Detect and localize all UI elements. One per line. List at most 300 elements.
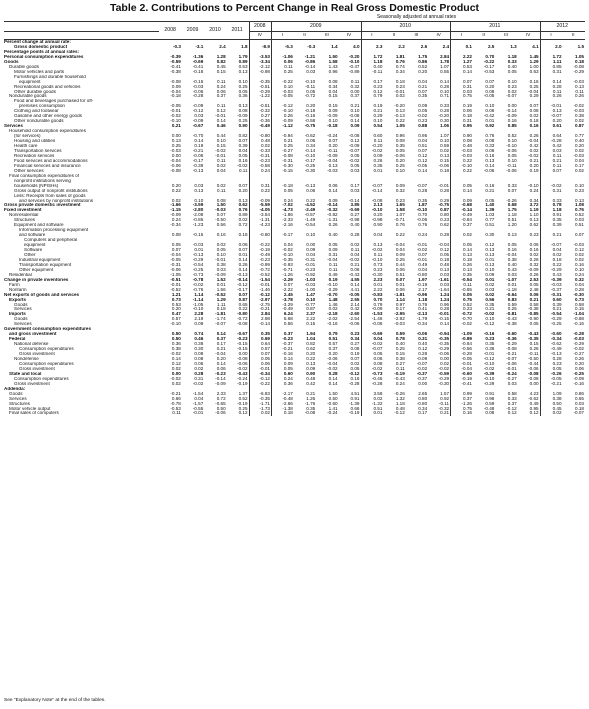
- header-row-seasonal: [4, 14, 585, 22]
- value-cell: -0.03: [573, 243, 584, 248]
- value-cell: -1.39: [349, 401, 360, 406]
- value-cell: 0.46: [194, 337, 204, 342]
- value-cell: -1.22: [249, 94, 271, 99]
- value-cell: -0.07: [540, 114, 562, 119]
- value-cell: -0.60: [506, 332, 517, 337]
- value-cell: -0.12: [192, 109, 204, 114]
- value-cell: 0.07: [395, 277, 405, 282]
- value-cell: -0.80: [249, 134, 271, 139]
- value-cell: 0.28: [540, 357, 562, 362]
- value-cell: 0.07: [238, 248, 248, 253]
- value-cell: 0.28: [440, 188, 450, 193]
- value-cell: 0.18: [575, 406, 584, 411]
- value-cell: -0.10: [451, 164, 473, 169]
- value-cell: -0.19: [416, 282, 428, 287]
- value-cell: 0.46: [216, 124, 226, 129]
- quarter-header: II: [294, 32, 316, 40]
- row-label: Final sales of computers: [9, 411, 59, 416]
- value-cell: 0.07: [575, 233, 584, 238]
- value-cell: 0.16: [507, 248, 517, 253]
- value-cell: 4.23: [529, 391, 539, 396]
- value-cell: 0.14: [350, 119, 360, 124]
- value-cell: -0.96: [416, 292, 428, 297]
- value-cell: -0.07: [506, 357, 517, 361]
- value-cell: 0.07: [271, 283, 293, 288]
- value-cell: -0.11: [506, 163, 517, 168]
- value-cell: 0.30: [485, 233, 495, 238]
- value-cell: 0.31: [249, 184, 271, 189]
- value-cell: -0.26: [506, 198, 517, 203]
- table-body: [4, 40, 585, 417]
- value-cell: -0.10: [170, 322, 181, 327]
- value-cell: 0.04: [328, 89, 338, 94]
- value-cell: 0.15: [440, 158, 450, 163]
- value-cell: 2.23: [361, 278, 383, 283]
- value-cell: -0.18: [271, 184, 293, 189]
- value-cell: -1.49: [304, 218, 316, 223]
- value-cell: 0.03: [507, 272, 517, 277]
- value-cell: -0.08: [349, 114, 360, 119]
- value-cell: 0.19: [451, 104, 473, 109]
- value-cell: -0.09: [327, 153, 338, 158]
- value-cell: 0.21: [540, 159, 562, 164]
- value-cell: 0.13: [194, 188, 204, 193]
- quarter-header: II: [473, 32, 495, 40]
- value-cell: 0.01: [361, 411, 383, 416]
- value-cell: 0.19: [194, 144, 204, 149]
- value-cell: 0.09: [395, 252, 405, 257]
- row-label: Services: [14, 322, 32, 327]
- quarter-header: II: [563, 32, 585, 40]
- year-header: 2010: [204, 22, 226, 40]
- value-cell: 0.28: [440, 109, 450, 114]
- value-cell: 0.11: [540, 164, 562, 169]
- value-cell: 0.12: [361, 90, 383, 95]
- value-cell: -0.05: [349, 292, 360, 297]
- value-cell: 0.02: [440, 361, 450, 366]
- value-cell: 0.62: [238, 203, 248, 208]
- value-cell: 0.07: [507, 188, 517, 193]
- value-cell: -0.29: [540, 317, 562, 322]
- value-cell: -0.73: [361, 372, 383, 377]
- value-cell: 0.15: [306, 322, 316, 327]
- value-cell: 2.22: [451, 55, 473, 60]
- value-cell: -4.73: [271, 208, 293, 213]
- value-cell: -0.17: [237, 287, 248, 292]
- value-cell: 0.03: [350, 168, 360, 173]
- value-cell: 0.08: [194, 352, 204, 357]
- row-label: Software: [24, 248, 43, 253]
- value-cell: 0.18: [238, 233, 248, 238]
- value-cell: -0.06: [506, 361, 517, 366]
- value-cell: -0.01: [416, 257, 428, 262]
- value-cell: 0.08: [485, 139, 495, 144]
- value-cell: 0.11: [575, 89, 584, 94]
- footnote: See "Explanatory Note" at the end of the tables.: [4, 698, 106, 703]
- value-cell: -0.24: [506, 371, 517, 376]
- value-cell: 0.51: [485, 223, 495, 228]
- value-cell: -0.43: [506, 317, 517, 322]
- value-cell: 2.4: [219, 44, 226, 49]
- value-cell: 0.33: [540, 199, 562, 204]
- value-cell: 0.20: [575, 144, 584, 149]
- value-cell: 0.10: [306, 233, 316, 238]
- value-cell: 0.06: [395, 287, 405, 292]
- value-cell: 2.2: [398, 44, 405, 49]
- value-cell: 0.40: [418, 342, 428, 347]
- value-cell: 0.14: [328, 376, 338, 381]
- row-label: Food and beverages purchased for off-: [14, 99, 94, 104]
- row-label: Consumption expenditures: [19, 347, 74, 352]
- value-cell: 0.95: [529, 406, 539, 411]
- value-cell: -0.06: [327, 357, 338, 361]
- row-label: Change in private inventories: [4, 277, 69, 282]
- value-cell: 0.09: [194, 322, 204, 327]
- value-cell: 0.00: [529, 381, 539, 386]
- value-cell: -1.46: [361, 317, 383, 322]
- row-label: Goods: [14, 317, 28, 322]
- value-cell: -0.10: [483, 361, 495, 366]
- value-cell: -1.31: [249, 218, 271, 223]
- value-cell: 0.58: [529, 302, 539, 307]
- value-cell: 0.13: [451, 268, 473, 273]
- value-cell: -0.02: [170, 376, 181, 381]
- value-cell: 0.23: [451, 307, 473, 312]
- value-cell: -0.29: [438, 376, 450, 381]
- value-cell: 0.02: [216, 183, 226, 188]
- value-cell: 0.09: [271, 362, 293, 367]
- value-cell: 0.11: [451, 283, 473, 288]
- value-cell: -6.83: [249, 392, 271, 397]
- value-cell: 0.07: [418, 148, 428, 153]
- value-cell: 0.05: [350, 153, 360, 158]
- value-cell: 0.01: [485, 257, 495, 262]
- value-cell: 0.33: [507, 396, 517, 401]
- value-cell: 0.14: [216, 332, 226, 337]
- value-cell: 0.48: [440, 262, 450, 267]
- value-cell: 0.22: [451, 159, 473, 164]
- value-cell: 2.22: [361, 288, 383, 293]
- value-cell: -0.14: [237, 277, 248, 282]
- value-cell: 0.35: [451, 273, 473, 278]
- value-cell: 2.3: [361, 45, 383, 50]
- value-cell: 0.32: [350, 84, 360, 89]
- value-cell: -2.08: [192, 213, 204, 218]
- value-cell: 0.14: [451, 248, 473, 253]
- value-cell: 0.13: [485, 252, 495, 257]
- value-cell: -0.54: [540, 312, 562, 317]
- value-cell: 0.21: [485, 307, 495, 312]
- value-cell: 0.56: [271, 322, 293, 327]
- value-cell: 2.84: [249, 312, 271, 317]
- value-cell: 2.6: [420, 44, 428, 49]
- value-cell: 0.57: [171, 317, 181, 322]
- row-label: Exports: [9, 297, 27, 302]
- value-cell: 0.06: [271, 60, 293, 65]
- value-cell: 1.56: [216, 287, 226, 292]
- value-cell: -0.54: [304, 223, 316, 228]
- value-cell: 0.22: [306, 357, 316, 361]
- value-cell: 0.83: [507, 297, 517, 302]
- row-label: Structures: [14, 218, 35, 223]
- value-cell: -0.35: [249, 80, 271, 85]
- value-cell: -0.19: [249, 248, 271, 253]
- value-cell: -0.08: [349, 134, 360, 139]
- value-cell: 0.11: [361, 139, 383, 144]
- value-cell: -0.02: [361, 248, 383, 253]
- value-cell: 0.24: [395, 381, 405, 386]
- value-cell: -0.22: [271, 80, 293, 85]
- value-cell: -2.95: [394, 312, 405, 317]
- value-cell: -0.04: [438, 243, 450, 248]
- value-cell: 0.05: [395, 148, 405, 153]
- value-cell: 0.15: [575, 307, 584, 312]
- value-cell: 0.13: [328, 163, 338, 168]
- value-cell: -1.64: [438, 287, 450, 292]
- value-cell: 0.05: [507, 69, 517, 74]
- value-cell: -0.10: [416, 208, 428, 213]
- value-cell: 0.05: [529, 322, 539, 327]
- value-cell: -0.08: [506, 347, 517, 352]
- value-cell: -0.02: [540, 184, 562, 189]
- value-cell: 0.11: [217, 79, 226, 84]
- value-cell: 4.1: [532, 44, 539, 49]
- value-cell: 0.08: [350, 347, 360, 352]
- value-cell: 0.05: [507, 153, 517, 158]
- value-cell: 1.18: [418, 297, 428, 302]
- value-cell: -0.88: [573, 317, 584, 322]
- value-cell: 0.90: [451, 134, 473, 139]
- value-cell: 0.12: [171, 361, 181, 366]
- value-cell: -0.26: [540, 372, 562, 377]
- value-cell: -0.14: [327, 203, 338, 208]
- value-cell: 0.16: [350, 376, 360, 381]
- value-cell: -0.92: [304, 272, 316, 277]
- value-cell: 0.09: [306, 248, 316, 253]
- value-cell: 0.24: [271, 377, 293, 382]
- value-cell: 0.50: [216, 406, 226, 411]
- value-cell: 0.43: [507, 267, 517, 272]
- value-cell: 0.21: [171, 124, 181, 129]
- value-cell: 0.16: [238, 158, 248, 163]
- value-cell: 0.06: [306, 188, 316, 193]
- value-cell: -0.02: [438, 366, 450, 371]
- value-cell: -0.28: [451, 352, 473, 357]
- value-cell: -0.39: [192, 163, 204, 168]
- value-cell: -0.03: [573, 109, 584, 114]
- value-cell: 0.05: [350, 163, 360, 168]
- value-cell: -0.01: [483, 352, 495, 357]
- value-cell: -0.02: [170, 114, 181, 119]
- value-cell: -0.60: [327, 401, 338, 406]
- value-cell: 0.15: [529, 342, 539, 347]
- value-cell: 0.26: [271, 114, 293, 119]
- value-cell: 0.33: [440, 104, 450, 109]
- value-cell: 0.04: [194, 396, 204, 401]
- value-cell: 0.22: [540, 263, 562, 268]
- value-cell: -0.06: [528, 366, 539, 371]
- value-cell: 0.23: [395, 84, 405, 89]
- value-cell: -2.92: [394, 317, 405, 322]
- value-cell: 0.85: [507, 124, 517, 129]
- value-cell: 0.21: [361, 109, 383, 114]
- row-label: Services: [9, 396, 27, 401]
- value-cell: -0.38: [528, 307, 539, 312]
- value-cell: -0.07: [416, 361, 428, 366]
- value-cell: -1.74: [215, 317, 226, 322]
- value-cell: 0.33: [507, 183, 517, 188]
- value-cell: -0.62: [528, 396, 539, 401]
- seasonal-label: Seasonally adjusted at annual rates: [376, 14, 457, 21]
- row-label: Goods: [9, 391, 23, 396]
- value-cell: 0.14: [216, 361, 226, 366]
- value-cell: 0.04: [216, 168, 226, 173]
- value-cell: -0.02: [237, 366, 248, 371]
- value-cell: -0.58: [249, 164, 271, 169]
- value-cell: 0.02: [507, 89, 517, 94]
- value-cell: 2.22: [306, 317, 316, 322]
- value-cell: 0.03: [440, 282, 450, 287]
- value-cell: 0.08: [171, 233, 181, 238]
- value-cell: 0.07: [328, 139, 338, 144]
- value-cell: 0.12: [216, 109, 226, 114]
- value-cell: 0.52: [451, 303, 473, 308]
- value-cell: -0.01: [438, 312, 450, 317]
- value-cell: -0.12: [349, 371, 360, 376]
- value-cell: -0.41: [170, 64, 181, 69]
- value-cell: -0.03: [304, 282, 316, 287]
- value-cell: 1.26: [306, 396, 316, 401]
- value-cell: 0.40: [395, 342, 405, 347]
- value-cell: -0.07: [506, 94, 517, 99]
- value-cell: 1.24: [440, 292, 450, 297]
- value-cell: -0.38: [170, 69, 181, 74]
- row-label: and gross investment: [9, 332, 57, 337]
- value-cell: -0.12: [483, 357, 495, 361]
- value-cell: 0.08: [216, 198, 226, 203]
- value-cell: 0.13: [361, 243, 383, 248]
- value-cell: 0.05: [451, 184, 473, 189]
- value-cell: -0.24: [327, 411, 338, 416]
- value-cell: 0.13: [575, 84, 584, 89]
- value-cell: 0.16: [485, 153, 495, 158]
- value-cell: -0.41: [451, 382, 473, 387]
- value-cell: -0.06: [506, 148, 517, 153]
- value-cell: 0.18: [440, 168, 450, 173]
- value-cell: 0.09: [361, 154, 383, 159]
- value-cell: 0.25: [395, 347, 405, 352]
- value-cell: 0.44: [395, 262, 405, 267]
- value-cell: 0.76: [238, 208, 248, 213]
- quarter-header: I: [540, 32, 562, 40]
- value-cell: -0.01: [540, 104, 562, 109]
- value-cell: 0.26: [451, 263, 473, 268]
- value-cell: 0.32: [575, 277, 584, 282]
- quarter-header: IV: [249, 32, 271, 40]
- value-cell: 0.09: [171, 84, 181, 89]
- value-cell: 0.52: [507, 134, 517, 139]
- value-cell: 1.58: [328, 59, 338, 64]
- value-cell: -0.98: [349, 218, 360, 223]
- value-cell: -0.11: [438, 401, 450, 406]
- value-cell: 0.87: [575, 124, 584, 129]
- quarter-header: I: [451, 32, 473, 40]
- value-cell: 0.28: [540, 85, 562, 90]
- value-cell: -0.35: [249, 397, 271, 402]
- value-cell: 0.16: [529, 79, 539, 84]
- value-cell: 0.10: [328, 119, 338, 124]
- year-header: 2009: [182, 22, 204, 40]
- row-label: Industrial equipment: [19, 257, 61, 262]
- value-cell: -0.16: [327, 322, 338, 327]
- row-label: households (NPISHs): [14, 183, 59, 188]
- value-cell: -0.17: [271, 233, 293, 238]
- value-cell: -0.78: [192, 277, 204, 282]
- value-cell: 0.16: [216, 233, 226, 238]
- value-cell: -0.03: [573, 153, 584, 158]
- value-cell: -0.02: [361, 342, 383, 347]
- value-cell: -0.19: [349, 411, 360, 416]
- value-cell: 0.42: [529, 144, 539, 149]
- value-cell: 0.25: [395, 163, 405, 168]
- value-cell: 2.55: [350, 297, 360, 302]
- value-cell: 0.27: [249, 114, 271, 119]
- row-label: Other services: [14, 168, 44, 173]
- value-cell: -0.76: [192, 287, 204, 292]
- value-cell: 0.06: [451, 109, 473, 114]
- value-cell: -0.08: [304, 411, 316, 416]
- quarter-year-header: 2011: [451, 22, 541, 32]
- value-cell: -0.02: [416, 114, 428, 119]
- value-cell: -0.04: [327, 158, 338, 163]
- value-cell: -0.82: [327, 213, 338, 218]
- value-cell: 0.26: [361, 159, 383, 164]
- value-cell: -0.01: [249, 283, 271, 288]
- header-row-quarters: [4, 32, 585, 40]
- value-cell: 1.50: [216, 203, 226, 208]
- value-cell: 0.00: [171, 134, 181, 139]
- row-label: Financial services and insurance: [14, 163, 81, 168]
- value-cell: 1.72: [361, 55, 383, 60]
- value-cell: -0.29: [192, 257, 204, 262]
- value-cell: -0.68: [451, 203, 473, 208]
- value-cell: 0.21: [540, 233, 562, 238]
- value-cell: -0.14: [215, 376, 226, 381]
- value-cell: 0.05: [451, 243, 473, 248]
- value-cell: 0.07: [171, 248, 181, 253]
- value-cell: -1.12: [271, 124, 293, 129]
- value-cell: 0.13: [485, 262, 495, 267]
- value-cell: 0.09: [328, 109, 338, 114]
- value-cell: -0.28: [349, 381, 360, 386]
- value-cell: 0.13: [529, 218, 539, 223]
- value-cell: -2.17: [271, 392, 293, 397]
- value-cell: 0.23: [507, 84, 517, 89]
- value-cell: 0.18: [451, 258, 473, 263]
- value-cell: 0.15: [328, 94, 338, 99]
- value-cell: 0.35: [306, 406, 316, 411]
- value-cell: -0.14: [249, 322, 271, 327]
- value-cell: -0.02: [192, 282, 204, 287]
- value-cell: -0.25: [304, 163, 316, 168]
- value-cell: 0.21: [216, 347, 226, 352]
- value-cell: -3.53: [249, 55, 271, 60]
- value-cell: -0.70: [192, 134, 204, 139]
- value-cell: -0.32: [327, 208, 338, 213]
- row-label: Information processing equipment: [19, 228, 89, 233]
- value-cell: 0.35: [540, 218, 562, 223]
- value-cell: -0.69: [192, 59, 204, 64]
